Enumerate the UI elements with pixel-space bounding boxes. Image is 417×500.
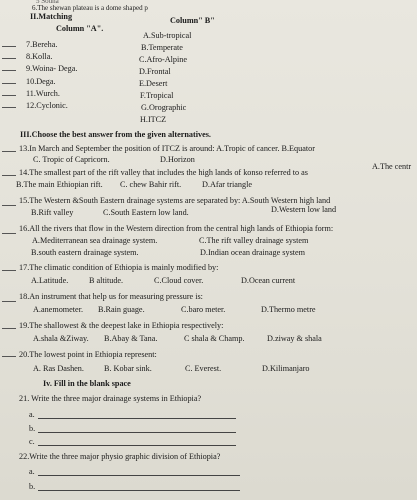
option: B. Kobar sink. [104, 364, 152, 373]
answer-blank-19[interactable] [2, 328, 16, 329]
column-b-item: E.Desert [139, 79, 168, 88]
option: C.South Eastern low land. [103, 208, 189, 217]
option: C. Tropic of Capricorn. [33, 155, 110, 164]
option: B.The main Ethiopian rift. [16, 180, 103, 189]
option: A.Latitude. [31, 276, 69, 285]
question-6: 6.The shewan plateau is a dome shaped p [32, 4, 148, 12]
question-16: 16.All the rivers that flow in the Western direction from the central high lands of Ethiopia form: [19, 224, 334, 233]
column-b-item: D.Frontal [139, 67, 171, 76]
option: B.Abay & Tana. [104, 334, 158, 343]
question-22: 22.Write the three major physio graphic division of Ethiopia? [19, 452, 221, 461]
question-14-tail: A.The centr [372, 162, 412, 171]
answer-blank-10[interactable] [2, 83, 16, 84]
column-b-item: F.Tropical [140, 91, 174, 100]
column-a-title: Column "A". [56, 24, 104, 33]
option: C. chew Bahir rift. [120, 180, 182, 189]
option: B.Rain guage. [98, 305, 145, 314]
column-b-item: C.Afro-Alpine [139, 55, 187, 64]
question-17: 17.The climatic condition of Ethiopia is mainly modified by: [19, 263, 219, 272]
option: C. Everest. [185, 364, 222, 373]
answer-blank-20[interactable] [2, 356, 16, 357]
column-b-item: G.Orographic [141, 103, 187, 112]
column-b-title: Column" B" [170, 16, 215, 25]
option: C.baro meter. [181, 305, 226, 314]
option: D.Horizon [160, 155, 195, 164]
option: D.Indian ocean drainage system [200, 248, 306, 257]
question-19: 19.The shallowest & the deepest lake in Ethiopia respectively: [19, 321, 224, 330]
option: A.Mediterranean sea drainage system. [32, 236, 158, 245]
answer-line[interactable] [38, 432, 236, 433]
question-20: 20.The lowest point in Ethiopia represent: [19, 350, 157, 359]
answer-blank-16[interactable] [2, 233, 16, 234]
option: A.anemometer. [33, 305, 84, 314]
answer-blank-13[interactable] [2, 151, 16, 152]
question-21: 21. Write the three major drainage systems in Ethiopia? [19, 394, 202, 403]
section-3-title: III.Choose the best answer from the given alternatives. [20, 130, 211, 139]
option: D.Western low land [271, 205, 337, 214]
column-a-item: 12.Cyclonic. [26, 101, 68, 110]
question-18: 18.An instrument that help us for measuring pressure is: [19, 292, 203, 301]
blank-label: a. [29, 467, 35, 476]
column-b-item: H.ITCZ [140, 115, 167, 124]
option: A.shala &Ziway. [33, 334, 89, 343]
answer-blank-7[interactable] [2, 46, 16, 47]
option: B.south eastern drainage system. [31, 248, 139, 257]
option: C shala & Champ. [184, 334, 245, 343]
option: D.Afar triangle [202, 180, 253, 189]
column-a-item: 8.Kolla. [26, 52, 53, 61]
section-4-title: Iv. Fill in the blank space [43, 379, 131, 388]
answer-blank-18[interactable] [2, 301, 16, 302]
answer-blank-9[interactable] [2, 70, 16, 71]
answer-blank-11[interactable] [2, 95, 16, 96]
question-14: 14.The smallest part of the rift valley that includes the high lands of konso referred to as [19, 168, 308, 177]
answer-blank-17[interactable] [2, 270, 16, 271]
option: C.The rift valley drainage system [199, 236, 309, 245]
option: A. Ras Dashen. [33, 364, 84, 373]
column-a-item: 7.Bereha. [26, 40, 58, 49]
option: D.Kilimanjaro [262, 364, 310, 373]
answer-blank-15[interactable] [2, 205, 16, 206]
option: D.ziway & shala [267, 334, 322, 343]
column-a-item: 9.Woina- Dega. [26, 64, 78, 73]
column-a-item: 11.Wurch. [26, 89, 60, 98]
blank-label: c. [29, 437, 35, 446]
blank-label: a. [29, 410, 35, 419]
answer-blank-12[interactable] [2, 107, 16, 108]
option: D.Ocean current [241, 276, 296, 285]
answer-line[interactable] [38, 418, 236, 419]
blank-label: b. [29, 482, 36, 491]
cut-off-line: 5 Souna [36, 0, 59, 5]
column-a-item: 10.Dega. [26, 77, 56, 86]
option: D.Thermo metre [261, 305, 316, 314]
question-15: 15.The Western &South Eastern drainage systems are separated by: A.South Western high land [19, 196, 331, 205]
answer-line[interactable] [38, 475, 240, 476]
blank-label: b. [29, 424, 36, 433]
question-13: 13.In March and September the position of ITCZ is around: A.Tropic of cancer. B.Equator [19, 144, 315, 153]
option: B altitude. [89, 276, 124, 285]
answer-blank-14[interactable] [2, 175, 16, 176]
matching-title: II.Matching [30, 12, 73, 21]
column-b-item: A.Sub-tropical [143, 31, 192, 40]
option: C.Cloud cover. [154, 276, 204, 285]
option: B.Rift valley [31, 208, 74, 217]
answer-blank-8[interactable] [2, 58, 16, 59]
column-b-item: B.Temperate [141, 43, 183, 52]
answer-line[interactable] [38, 490, 240, 491]
answer-line[interactable] [38, 445, 236, 446]
